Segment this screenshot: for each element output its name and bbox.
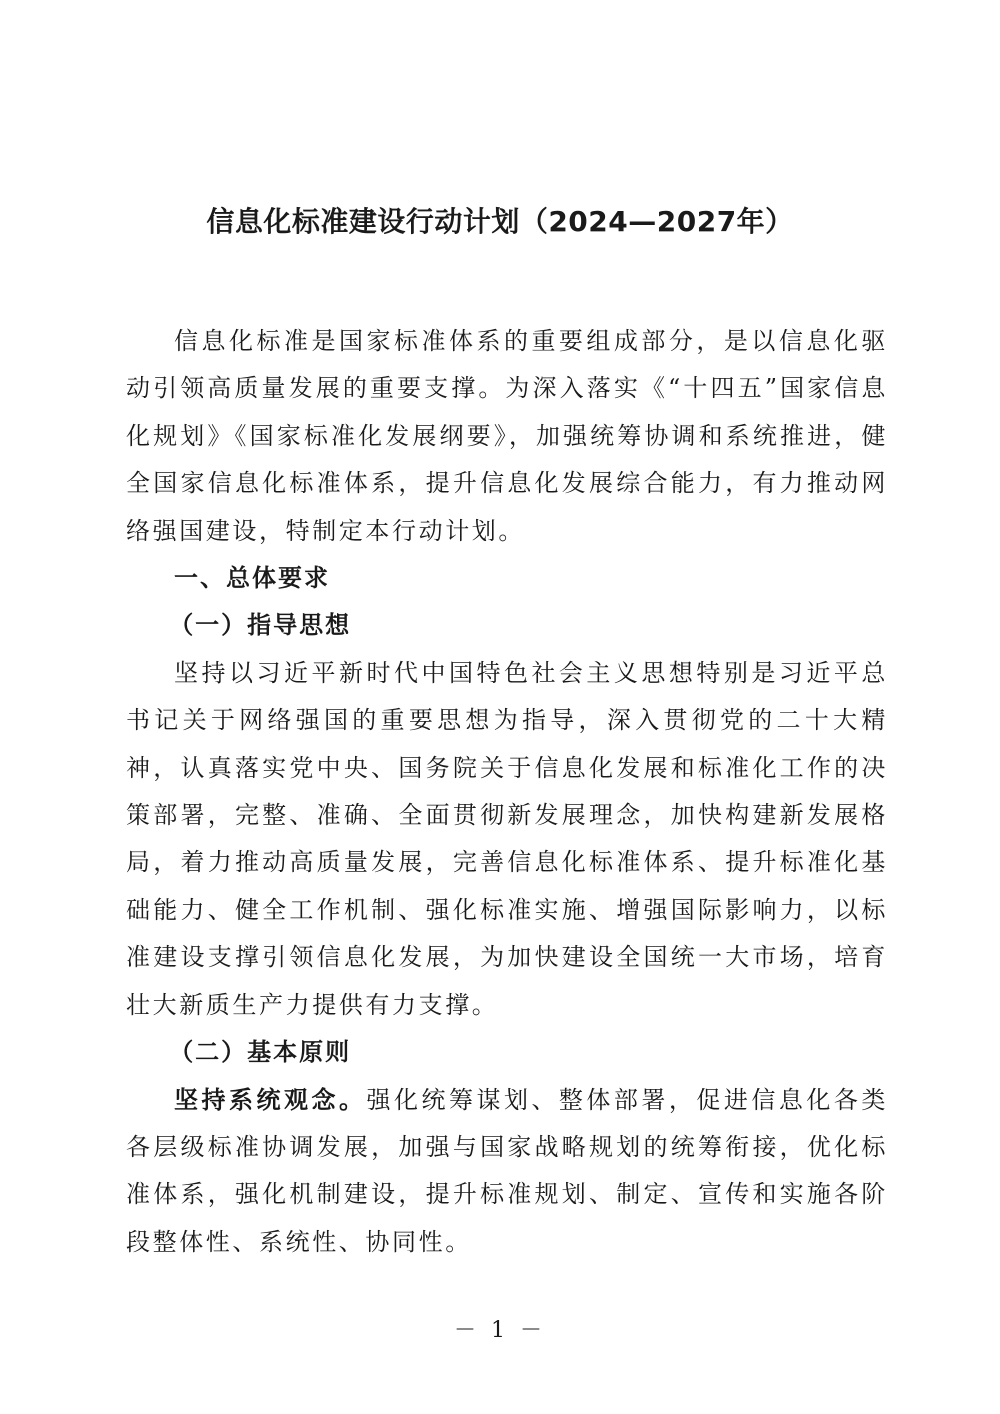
subsection-heading-basic-principles: （二）基本原则 xyxy=(169,1038,352,1067)
principle-lead: 坚持系统观念。 xyxy=(174,1085,367,1114)
principle-paragraph xyxy=(126,1077,888,1267)
document-title: 信息化标准建设行动计划（2024—2027年） xyxy=(206,205,794,238)
guiding-ideology-paragraph: 坚持以习近平新时代中国特色社会主义思想特别是习近平总书记关于网络强国的重要思想为指导，深入贯彻党的二十大精神，认真落实党中央、国务院关于信息化发展和标准化工作的决策部署，完整、准确、全面贯彻新发展理念，加快构建新发展格局，着力推动高质量发展，完善信息化标准体系、提升标准化基础能力、健全工作机制、强化标准实施、增强国际影响力，以标准建设支撑引领信息化发展，为加快建设全国统一大市场，培育壮大新质生产力提供有力支撑。 xyxy=(126,658,888,1019)
intro-paragraph: 信息化标准是国家标准体系的重要组成部分，是以信息化驱动引领高质量发展的重要支撑。为深入落实《“十四五”国家信息化规划》《国家标准化发展纲要》，加强统筹协调和系统推进，健全国家信息化标准体系，提升信息化发展综合能力，有力推动网络强国建设，特制定本行动计划。 xyxy=(126,327,888,545)
subsection-heading-guiding-ideology: （一）指导思想 xyxy=(169,611,352,640)
section-heading-general-requirements: 一、总体要求 xyxy=(174,564,330,593)
principle-text: 强化统筹谋划、整体部署，促进信息化各类各层级标准协调发展，加强与国家战略规划的统筹衔接，优化标准体系，强化机制建设，提升标准规划、制定、宣传和实施各阶段整体性、系统性、协同性。 xyxy=(126,1085,888,1256)
page-number: － 1 － xyxy=(454,1318,546,1343)
document-body xyxy=(126,318,888,1266)
